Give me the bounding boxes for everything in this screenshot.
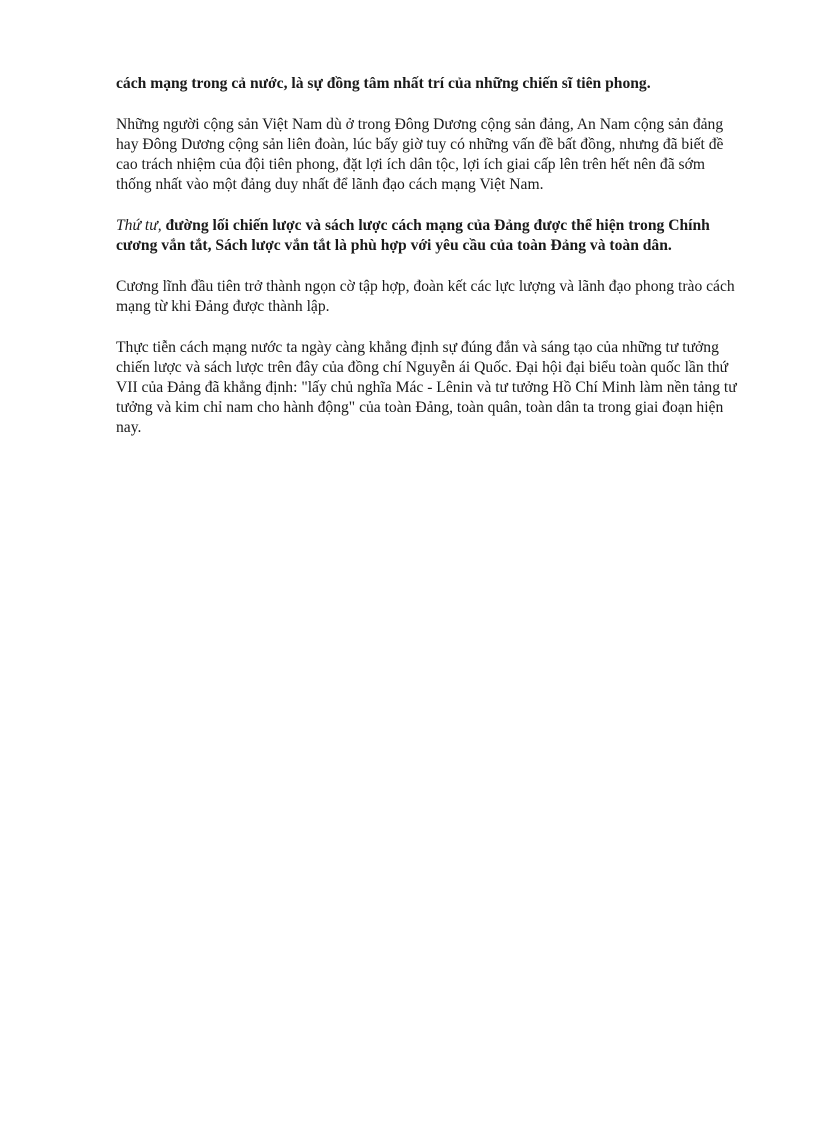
document-page xyxy=(116,74,738,459)
paragraph-intro-conclusion: cách mạng trong cả nước, là sự đồng tâm nhất trí của những chiến sĩ tiên phong. xyxy=(116,75,651,92)
fourth-point-body: đường lối chiến lược và sách lược cách mạng của Đảng được thể hiện trong Chính cương vắn tắt, Sách lược vắn tắt là phù hợp với yêu cầu của toàn Đảng và toàn dân. xyxy=(116,217,710,254)
paragraph-fourth-point xyxy=(116,216,738,256)
fourth-point-lead: Thứ tư, xyxy=(116,217,162,234)
paragraph-first-platform: Cương lĩnh đầu tiên trở thành ngọn cờ tập hợp, đoàn kết các lực lượng và lãnh đạo phong trào cách mạng từ khi Đảng được thành lập. xyxy=(116,278,735,315)
paragraph-practice-affirmation: Thực tiễn cách mạng nước ta ngày càng khẳng định sự đúng đắn và sáng tạo của những tư tưởng chiến lược và sách lược trên đây của đồng chí Nguyễn ái Quốc. Đại hội đại biểu toàn quốc lần thứ VII của Đảng đã khẳng định: "lấy chủ nghĩa Mác - Lênin và tư tưởng Hồ Chí Minh làm nền tảng tư tưởng và kim chỉ nam cho hành động" của toàn Đảng, toàn quân, toàn dân ta trong giai đoạn hiện nay. xyxy=(116,339,737,436)
paragraph-communist-unification: Những người cộng sản Việt Nam dù ở trong Đông Dương cộng sản đảng, An Nam cộng sản đảng hay Đông Dương cộng sản liên đoàn, lúc bấy giờ tuy có những vấn đề bất đồng, nhưng đã biết đề cao trách nhiệm của đội tiên phong, đặt lợi ích dân tộc, lợi ích giai cấp lên trên hết nên đã sớm thống nhất vào một đảng duy nhất để lãnh đạo cách mạng Việt Nam. xyxy=(116,116,724,193)
